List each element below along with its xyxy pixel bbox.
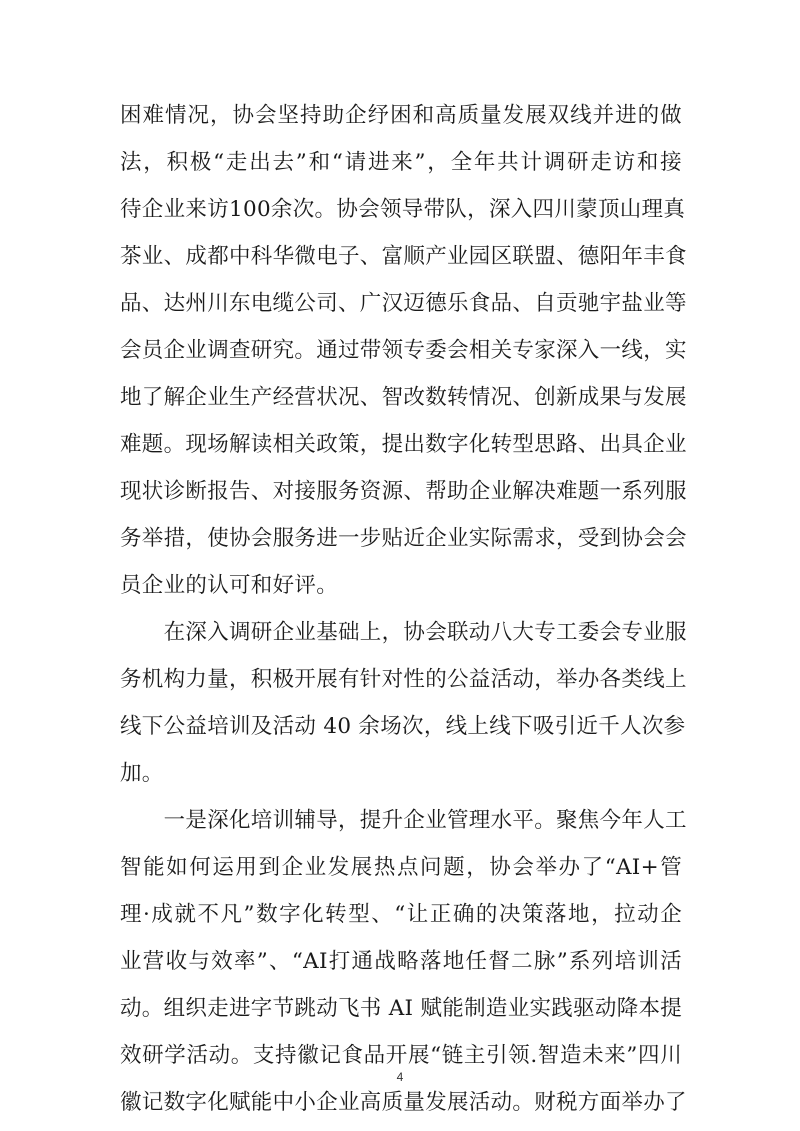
text-line: 地了解企业生产经营状况、智改数转情况、创新成果与发展 [120, 385, 687, 410]
text-line: 智能如何运用到企业发展热点问题，协会举办了“AI+管 [120, 855, 682, 880]
text-line: 员企业的认可和好评。 [120, 573, 339, 598]
page-number: 4 [396, 1070, 404, 1084]
text-line: 务举措，使协会服务进一步贴近企业实际需求，受到协会会 [120, 526, 687, 551]
text-line: 线下公益培训及活动 40 余场次，线上线下吸引近千人次参 [120, 714, 686, 739]
text-line: 业营收与效率”、“AI打通战略落地任督二脉”系列培训活 [120, 949, 682, 974]
text-line: 在深入调研企业基础上，协会联动八大专工委会专业服 [120, 620, 687, 645]
text-line: 加。 [120, 761, 164, 786]
text-line: 理·成就不凡”数字化转型、“让正确的决策落地，拉动企 [120, 902, 682, 927]
text-line: 品、达州川东电缆公司、广汉迈德乐食品、自贡驰宇盐业等 [120, 291, 687, 316]
text-line: 困难情况，协会坚持助企纾困和高质量发展双线并进的做 [120, 103, 682, 128]
text-line: 动。组织走进字节跳动飞书 AI 赋能制造业实践驱动降本提 [120, 996, 683, 1021]
text-line: 茶业、成都中科华微电子、富顺产业园区联盟、德阳年丰食 [120, 244, 687, 269]
text-line: 会员企业调查研究。通过带领专委会相关专家深入一线，实 [120, 338, 687, 363]
text-line: 待企业来访100余次。协会领导带队，深入四川蒙顶山理真 [120, 197, 686, 222]
text-line: 务机构力量，积极开展有针对性的公益活动，举办各类线上 [120, 667, 687, 692]
text-line: 效研学活动。支持徽记食品开展“链主引领.智造未来”四川 [120, 1043, 682, 1068]
text-line: 徽记数字化赋能中小企业高质量发展活动。财税方面举办了 [120, 1090, 687, 1115]
body-text [120, 92, 687, 1126]
text-line: 法，积极“走出去”和“请进来”，全年共计调研走访和接 [120, 150, 682, 175]
text-line: 现状诊断报告、对接服务资源、帮助企业解决难题一系列服 [120, 479, 687, 504]
text-line: 一是深化培训辅导，提升企业管理水平。聚焦今年人工 [120, 808, 687, 833]
text-line: 难题。现场解读相关政策，提出数字化转型思路、出具企业 [120, 432, 687, 457]
